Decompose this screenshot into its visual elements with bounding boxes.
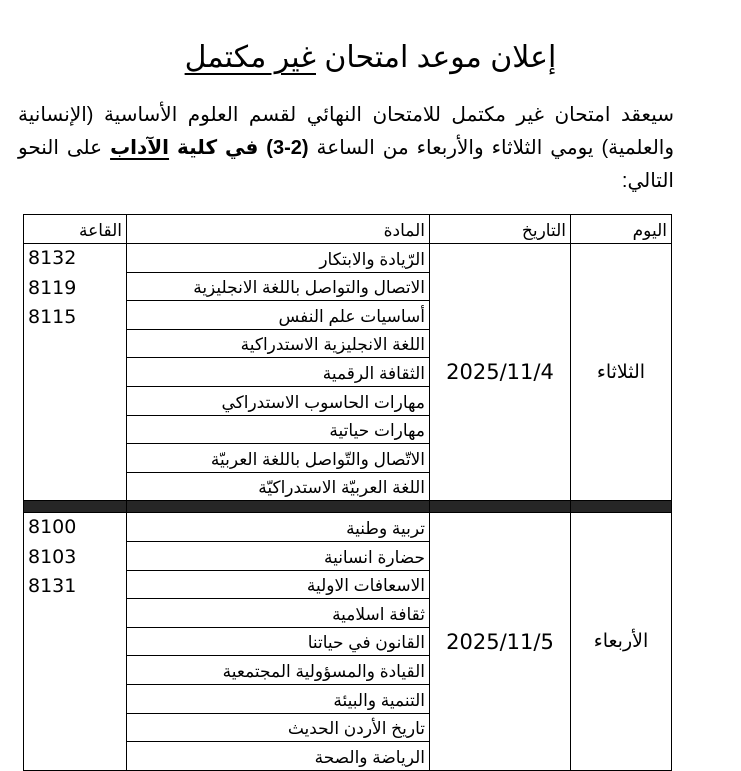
table-body — [24, 244, 672, 771]
intro-bold-faculty: الآداب — [110, 137, 170, 159]
rooms-cell — [24, 513, 127, 770]
separator-cell — [127, 501, 430, 513]
subject-cell: ثقافة اسلامية — [127, 599, 430, 628]
page-title — [0, 28, 741, 88]
subject-cell: حضارة انسانية — [127, 541, 430, 570]
subject-cell: القيادة والمسؤولية المجتمعية — [127, 656, 430, 685]
room-number: 8131 — [28, 575, 77, 598]
room-number: 8119 — [28, 276, 77, 299]
subject-cell: الاتصال والتواصل باللغة الانجليزية — [127, 272, 430, 301]
table-row — [24, 513, 672, 542]
separator-cell — [24, 501, 127, 513]
subject-cell: الاسعافات الاولية — [127, 570, 430, 599]
room-number: 8115 — [28, 306, 77, 328]
subject-cell: اللغة العربيّة الاستدراكيّة — [127, 472, 430, 501]
subject-cell: مهارات حياتية — [127, 415, 430, 444]
exam-schedule-table — [23, 214, 672, 771]
subject-cell: اللغة الانجليزية الاستدراكية — [127, 329, 430, 358]
subject-cell: تاريخ الأردن الحديث — [127, 713, 430, 742]
subject-cell: القانون في حياتنا — [127, 627, 430, 656]
room-number: 8103 — [28, 545, 77, 568]
intro-paragraph — [18, 99, 674, 198]
subject-cell: الاتّصال والتّواصل باللغة العربيّة — [127, 444, 430, 473]
intro-text-end: على النحو التالي: — [18, 137, 674, 192]
rooms-cell — [24, 244, 127, 501]
subject-cell: الرّيادة والابتكار — [127, 244, 430, 273]
header-date: التاريخ — [430, 215, 571, 244]
table-row — [24, 244, 672, 273]
subject-cell: الرياضة والصحة — [127, 742, 430, 771]
header-day: اليوم — [571, 215, 672, 244]
header-room: القاعة — [24, 215, 127, 244]
subject-cell: تربية وطنية — [127, 513, 430, 542]
day-cell: الثلاثاء — [571, 244, 672, 501]
subject-cell: التنمية والبيئة — [127, 684, 430, 713]
separator-cell — [430, 501, 571, 513]
date-cell: 2025/11/4 — [430, 244, 571, 501]
room-number: 8132 — [28, 247, 77, 269]
group-separator-row — [24, 501, 672, 513]
separator-cell — [571, 501, 672, 513]
room-number: 8100 — [28, 516, 77, 539]
header-subject: المادة — [127, 215, 430, 244]
subject-cell: الثقافة الرقمية — [127, 358, 430, 387]
title-text: إعلان موعد امتحان — [316, 41, 557, 74]
subject-cell: مهارات الحاسوب الاستدراكي — [127, 386, 430, 415]
subject-cell: أساسيات علم النفس — [127, 301, 430, 330]
intro-text: سيعقد امتحان غير مكتمل للامتحان النهائي لقسم العلوم الأساسية (الإنسانية والعلمية) يومي الثلاثاء والأربعاء من الساعة — [18, 104, 674, 159]
table-header-row — [24, 215, 672, 244]
intro-bold-time: (2-3) في كلية — [169, 137, 309, 159]
title-underlined-text: غير مكتمل — [184, 41, 316, 74]
day-cell: الأربعاء — [571, 513, 672, 770]
date-cell: 2025/11/5 — [430, 513, 571, 770]
